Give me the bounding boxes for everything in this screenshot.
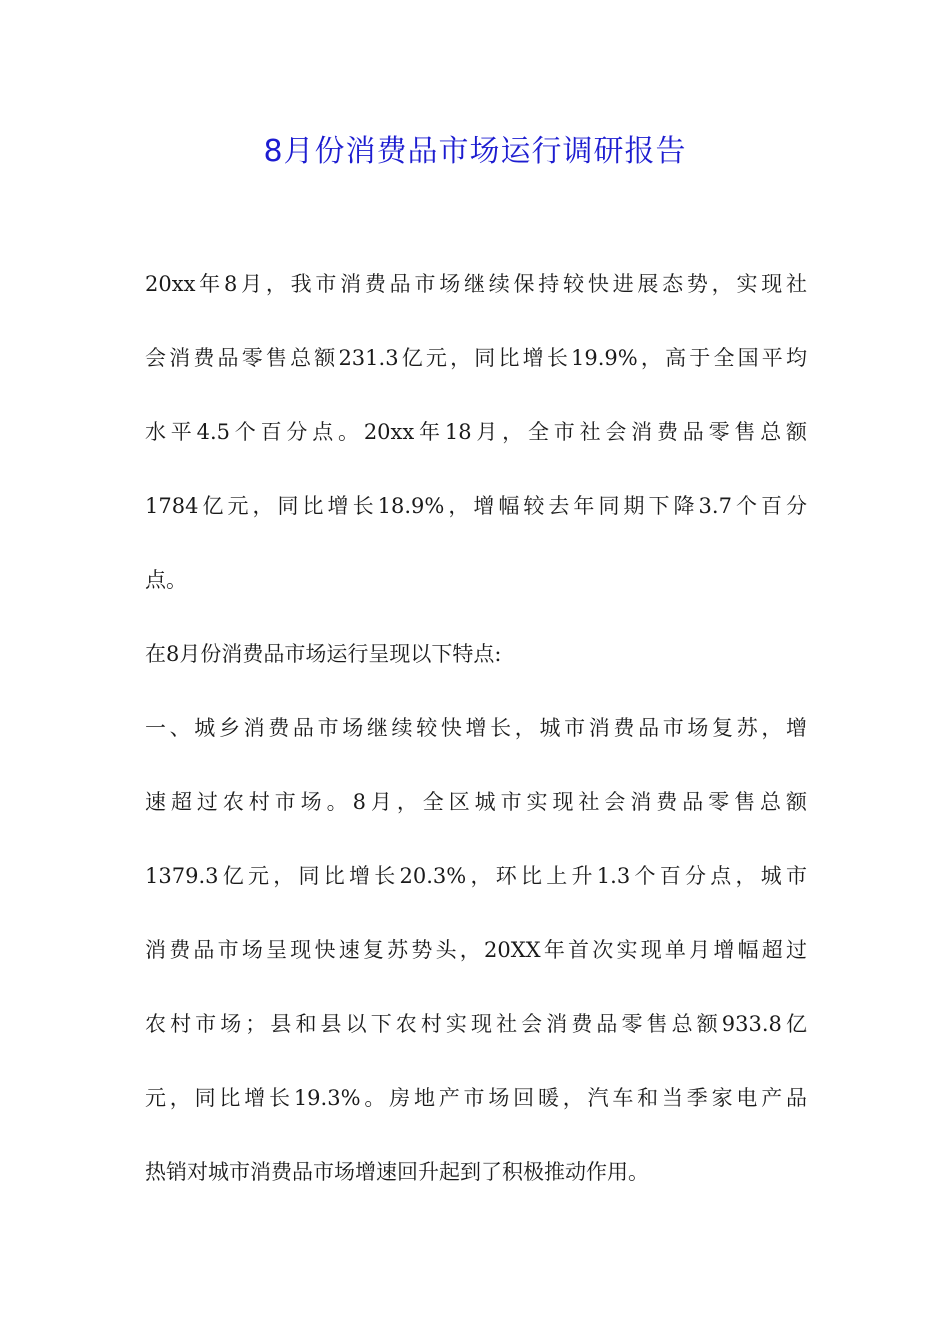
document-body xyxy=(145,262,807,1224)
document-title: 8月份消费品市场运行调研报告 xyxy=(263,134,687,169)
body-line: 1784亿元，同比增长18.9%，增幅较去年同期下降3.7个百分 xyxy=(145,494,807,518)
body-line: 1379.3亿元，同比增长20.3%，环比上升1.3个百分点，城市 xyxy=(145,864,807,888)
body-line: 会消费品零售总额231.3亿元，同比增长19.9%，高于全国平均 xyxy=(145,346,807,370)
body-line: 速超过农村市场。8月，全区城市实现社会消费品零售总额 xyxy=(145,790,807,814)
body-line: 水平4.5个百分点。20xx年18月，全市社会消费品零售总额 xyxy=(145,420,807,444)
body-line: 热销对城市消费品市场增速回升起到了积极推动作用。 xyxy=(145,1160,649,1184)
body-line: 一、城乡消费品市场继续较快增长，城市消费品市场复苏，增 xyxy=(145,716,807,740)
body-line: 消费品市场呈现快速复苏势头，20XX年首次实现单月增幅超过 xyxy=(145,938,807,962)
body-line: 在8月份消费品市场运行呈现以下特点: xyxy=(145,642,502,666)
body-line: 20xx年8月，我市消费品市场继续保持较快进展态势，实现社 xyxy=(145,272,807,296)
body-line: 点。 xyxy=(145,568,187,592)
body-line: 元，同比增长19.3%。房地产市场回暖，汽车和当季家电产品 xyxy=(145,1086,807,1110)
body-line: 农村市场；县和县以下农村实现社会消费品零售总额933.8亿 xyxy=(145,1012,807,1036)
